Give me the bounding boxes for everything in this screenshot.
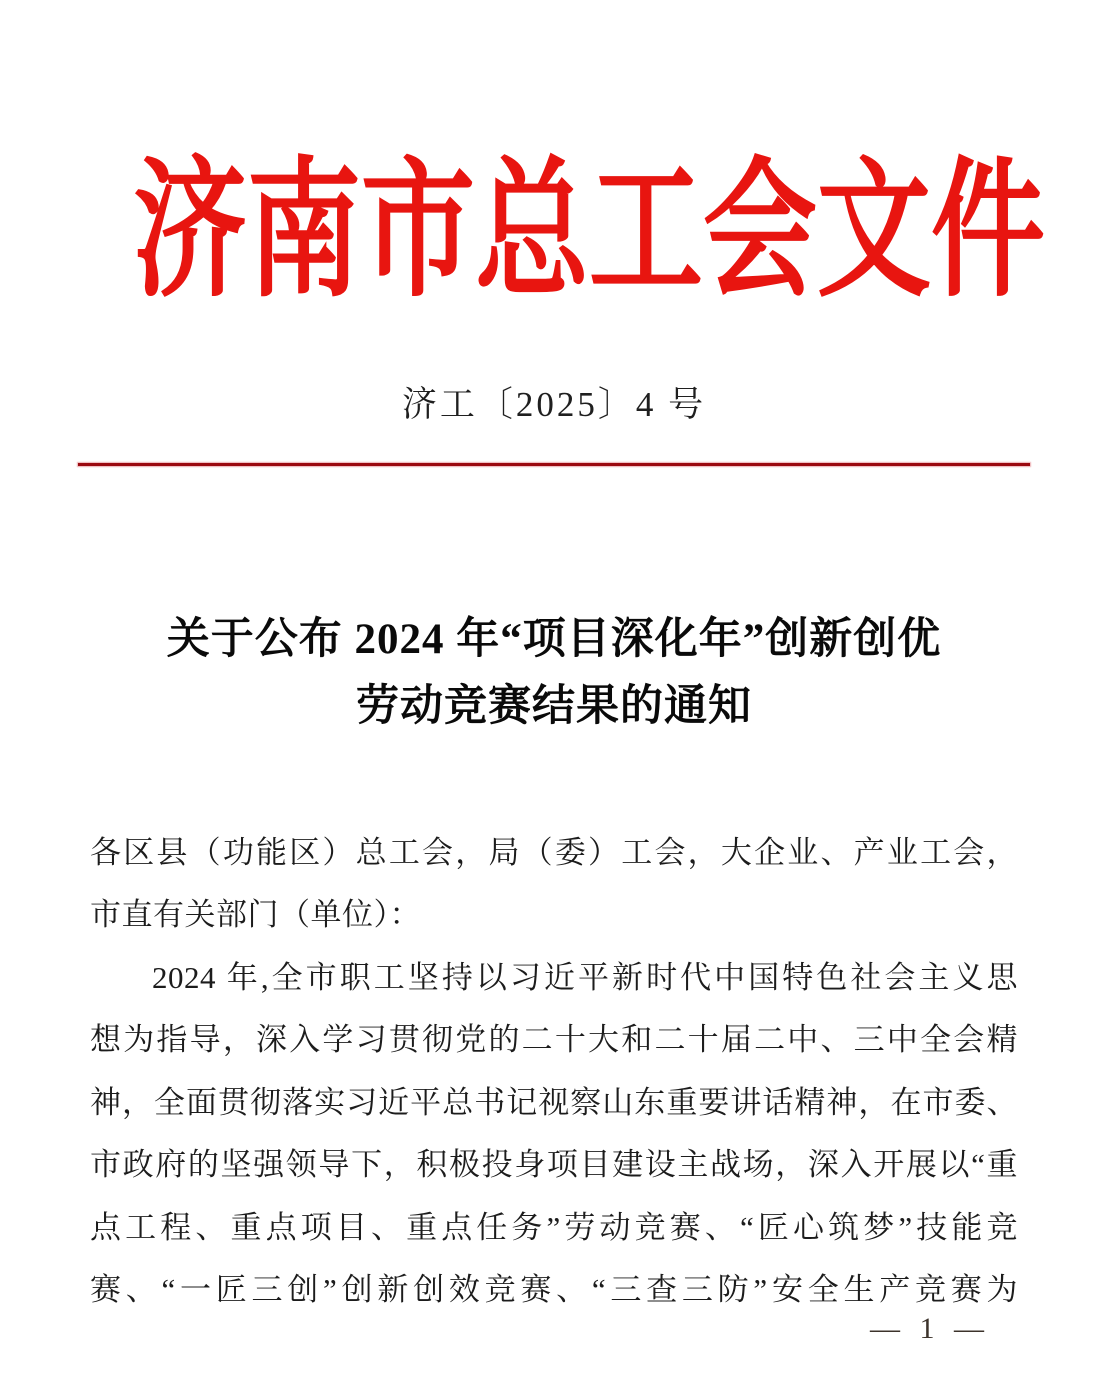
paragraph-line: 神，全面贯彻落实习近平总书记视察山东重要讲话精神，在市委、: [90, 1084, 1018, 1120]
paragraph-line: 市政府的坚强领导下，积极投身项目建设主战场，深入开展以“重: [90, 1147, 1018, 1182]
document-body: [90, 822, 1018, 1322]
addressee-line-1: 各区县（功能区）总工会，局（委）工会，大企业、产业工会，: [90, 834, 1018, 870]
document-reference-number: 济工〔2025〕4 号: [401, 384, 707, 424]
document-title-line-1: 关于公布 2024 年“项目深化年”创新创优: [166, 615, 942, 663]
paragraph-line: 赛、“一匠三创”创新创效竞赛、“三查三防”安全生产竞赛为: [90, 1272, 1018, 1307]
document-title-line-2: 劳动竞赛结果的通知: [356, 682, 752, 730]
paragraph-line: 2024 年,全市职工坚持以习近平新时代中国特色社会主义思: [152, 959, 1018, 995]
paragraph-line: 点工程、重点项目、重点任务”劳动竞赛、“匠心筑梦”技能竞: [90, 1209, 1018, 1245]
addressee-line-2: 市直有关部门（单位）：: [90, 897, 421, 932]
page-number: — 1 —: [870, 1312, 990, 1345]
paragraph-line: 想为指导，深入学习贯彻党的二十大和二十届二中、三中全会精: [90, 1022, 1018, 1057]
red-divider-rule: [78, 463, 1030, 466]
letterhead-title: 济南市总工会文件: [132, 149, 1045, 315]
document-title: [0, 606, 1108, 740]
